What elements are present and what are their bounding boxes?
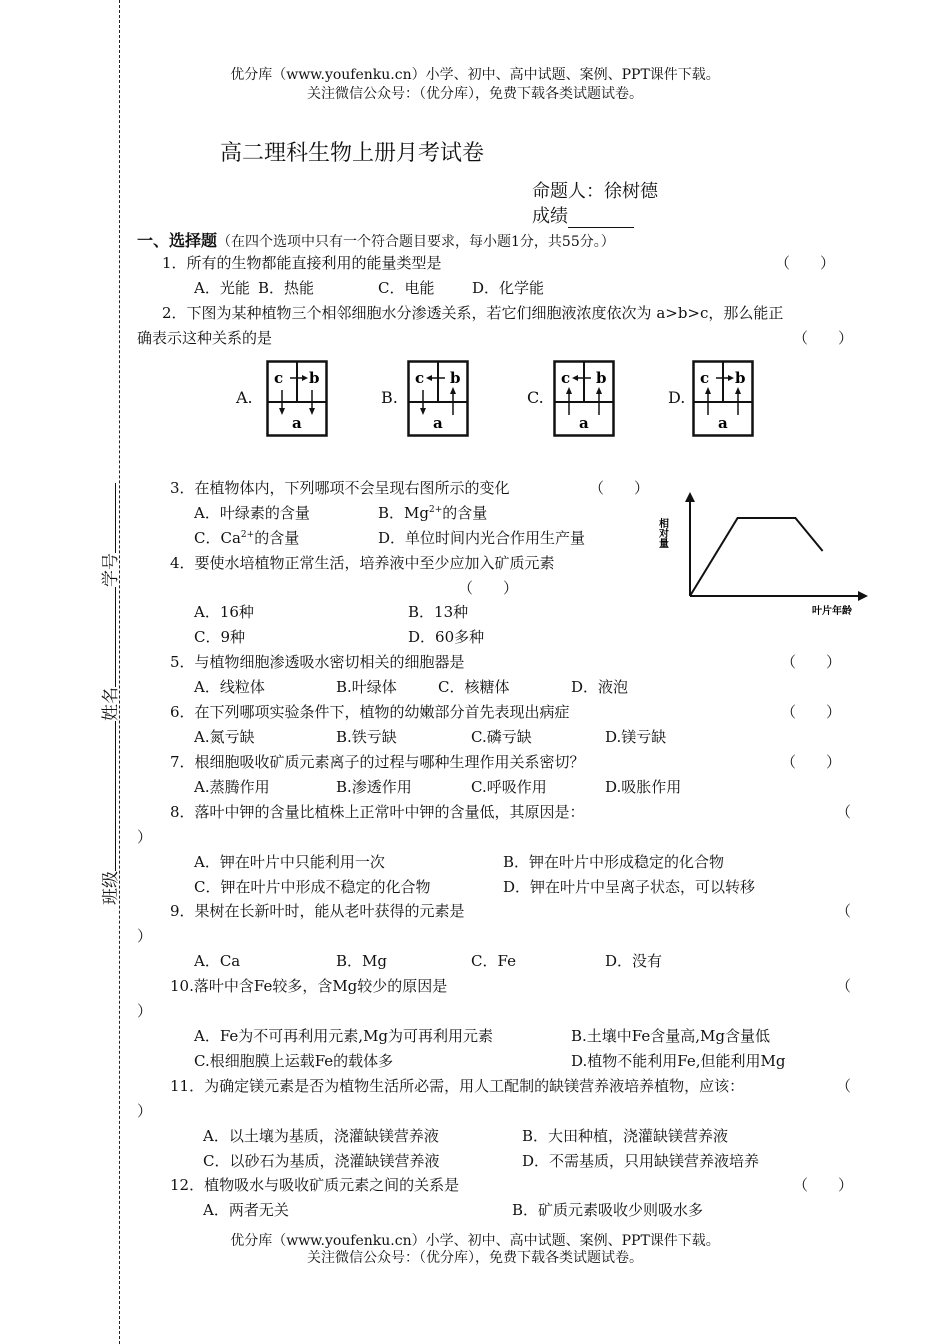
q2-a-cell-b: b [309,369,320,387]
q5-option-d[interactable]: D．液泡 [571,678,629,696]
q7-paren: （ ） [781,753,842,771]
q9-paren-open: （ [836,902,852,920]
q11-stem: 11．为确定镁元素是否为植物生活所必需，用人工配制的缺镁营养液培养植物，应该： [170,1077,745,1095]
q2-c-cell-c: c [561,369,571,387]
q12-paren: （ ） [793,1176,854,1194]
q7-option-b[interactable]: B.渗透作用 [336,778,412,796]
q2-d-cell-c: c [700,369,710,387]
q8-paren-close: ） [137,828,153,846]
q2-c-cell-a: a [579,414,589,432]
q3-stem: 3．在植物体内，下列哪项不会呈现右图所示的变化 [170,479,510,497]
q2-cells-b [407,360,471,440]
q11-paren-open: （ [836,1077,852,1095]
score-label: 成绩 [532,206,568,227]
q2-fig-a-label: A. [236,388,253,407]
q3-b-sup: 2+ [428,505,443,515]
q9-paren-close: ） [137,927,153,945]
q10-option-a[interactable]: A．Fe为不可再利用元素,Mg为可再利用元素 [194,1027,494,1045]
q2-cells-a [266,360,330,440]
q2-b-cell-b: b [450,369,461,387]
class-blank[interactable] [115,721,116,871]
q2-fig-c-label: C. [527,388,544,407]
q5-option-b[interactable]: B.叶绿体 [336,678,397,696]
q4-option-d[interactable]: D．60多种 [408,628,485,646]
q12-option-b[interactable]: B．矿质元素吸收少则吸水多 [512,1201,704,1219]
q3-b-pre: B．Mg [378,504,429,522]
q8-stem: 8．落叶中钾的含量比植株上正常叶中钾的含量低，其原因是： [170,803,585,821]
q10-option-b[interactable]: B.土壤中Fe含量高,Mg含量低 [571,1027,770,1045]
q2-fig-b-label: B. [381,388,398,407]
q6-option-b[interactable]: B.铁亏缺 [336,728,397,746]
header-line-2: 关注微信公众号：（优分库），免费下载各类试题试卷。 [307,86,643,102]
graph-ylabel: 相对量 [656,518,668,548]
q1-stem: 1．所有的生物都能直接利用的能量类型是 [162,254,442,272]
q2-a-cell-a: a [292,414,302,432]
q8-option-c[interactable]: C．钾在叶片中形成不稳定的化合物 [194,878,431,896]
header-line-1: 优分库（www.youfenku.cn）小学、初中、高中试题、案例、PPT课件下载。 [230,67,720,83]
q7-option-a[interactable]: A.蒸腾作用 [194,778,270,796]
section-heading [137,228,615,251]
q5-option-c[interactable]: C．核糖体 [438,678,510,696]
q2-fig-d-label: D. [668,388,686,407]
q10-stem: 10.落叶中含Fe较多，含Mg较少的原因是 [170,977,448,995]
q10-paren-open: （ [836,977,852,995]
q2-d-cell-b: b [735,369,746,387]
q2-a-cell-c: c [274,369,284,387]
q4-option-a[interactable]: A．16种 [194,603,254,621]
q3-option-d[interactable]: D．单位时间内光合作用生产量 [378,529,586,547]
q1-paren: （ ） [775,254,836,272]
q6-option-a[interactable]: A.氮亏缺 [194,728,255,746]
q2-c-cell-b: b [596,369,607,387]
q2-stem-2: 确表示这种关系的是 [137,329,273,347]
q2-stem-1: 2．下图为某种植物三个相邻细胞水分渗透关系，若它们细胞液浓度依次为 a>b>c，那么能正 [162,304,784,322]
q1-option-d[interactable]: D．化学能 [472,279,545,297]
section-title: 一、选择题 [137,231,218,250]
q3-option-b[interactable] [378,502,487,523]
footer-line-2: 关注微信公众号：（优分库），免费下载各类试题试卷。 [307,1250,643,1266]
q4-paren: （ ） [458,579,519,597]
footer-line-1: 优分库（www.youfenku.cn）小学、初中、高中试题、案例、PPT课件下载。 [230,1233,720,1249]
q10-option-c[interactable]: C.根细胞膜上运载Fe的载体多 [194,1052,394,1070]
score-field[interactable] [532,202,634,228]
q2-d-cell-a: a [718,414,728,432]
q2-cells-c [553,360,617,440]
q5-option-a[interactable]: A．线粒体 [194,678,265,696]
q9-option-b[interactable]: B．Mg [336,952,387,970]
q5-paren: （ ） [781,653,842,671]
name-label: 姓名 [101,687,121,721]
class-field[interactable] [96,483,121,905]
q5-stem: 5．与植物细胞渗透吸水密切相关的细胞器是 [170,653,465,671]
q10-option-d[interactable]: D.植物不能利用Fe,但能利用Mg [571,1052,786,1070]
q4-stem: 4．要使水培植物正常生活，培养液中至少应加入矿质元素 [170,554,555,572]
q7-option-d[interactable]: D.吸胀作用 [605,778,682,796]
q2-cells-d [692,360,756,440]
q11-option-b[interactable]: B．大田种植，浇灌缺镁营养液 [522,1127,729,1145]
q9-stem: 9．果树在长新叶时，能从老叶获得的元素是 [170,902,465,920]
q3-c-sup: 2+ [240,530,255,540]
q1-option-a[interactable]: A．光能 [194,279,250,297]
q6-option-c[interactable]: C.磷亏缺 [471,728,532,746]
q11-option-d[interactable]: D．不需基质，只用缺镁营养液培养 [522,1152,760,1170]
score-blank[interactable] [568,211,634,228]
class-label: 班级 [101,871,121,905]
q3-option-a[interactable]: A．叶绿素的含量 [194,504,310,522]
q9-option-c[interactable]: C．Fe [471,952,516,970]
q1-option-c[interactable]: C．电能 [378,279,435,297]
name-blank[interactable] [115,587,116,687]
q8-option-d[interactable]: D．钾在叶片中呈离子状态，可以转移 [503,878,756,896]
q9-option-a[interactable]: A．Ca [194,952,241,970]
q6-option-d[interactable]: D.镁亏缺 [605,728,667,746]
q8-option-a[interactable]: A．钾在叶片中只能利用一次 [194,853,385,871]
q10-paren-close: ） [137,1002,153,1020]
graph-xlabel: 叶片年龄 [812,606,852,617]
q8-option-b[interactable]: B．钾在叶片中形成稳定的化合物 [503,853,725,871]
id-blank[interactable] [115,483,116,553]
q1-option-b[interactable]: B．热能 [258,279,315,297]
q7-stem: 7．根细胞吸收矿质元素离子的过程与哪种生理作用关系密切？ [170,753,585,771]
q7-option-c[interactable]: C.呼吸作用 [471,778,547,796]
q3-c-post: 的含量 [254,529,300,547]
q3-b-post: 的含量 [442,504,488,522]
q3-option-c[interactable] [194,527,299,548]
q12-option-a[interactable]: A．两者无关 [203,1201,289,1219]
q3-graph [656,488,890,618]
q4-option-c[interactable]: C．9种 [194,628,246,646]
page-title: 高二理科生物上册月考试卷 [220,141,485,166]
q6-stem: 6．在下列哪项实验条件下，植物的幼嫩部分首先表现出病症 [170,703,570,721]
q12-stem: 12．植物吸水与吸收矿质元素之间的关系是 [170,1176,460,1194]
q11-paren-close: ） [137,1102,153,1120]
q3-c-pre: C．Ca [194,529,241,547]
q11-option-c[interactable]: C．以砂石为基质，浇灌缺镁营养液 [203,1152,440,1170]
q4-option-b[interactable]: B．13种 [408,603,469,621]
q8-paren-open: （ [836,803,852,821]
q2-paren: （ ） [793,329,854,347]
graph-curve [690,518,823,596]
id-label: 学号 [101,553,121,587]
q11-option-a[interactable]: A．以土壤为基质，浇灌缺镁营养液 [203,1127,439,1145]
q9-option-d[interactable]: D．没有 [605,952,663,970]
exam-author: 命题人：徐树德 [532,181,658,202]
q6-paren: （ ） [781,703,842,721]
q2-b-cell-a: a [433,414,443,432]
section-note: （在四个选项中只有一个符合题目要求，每小题1分，共55分。） [217,234,615,250]
q2-b-cell-c: c [415,369,425,387]
q3-paren: （ ） [589,479,650,497]
